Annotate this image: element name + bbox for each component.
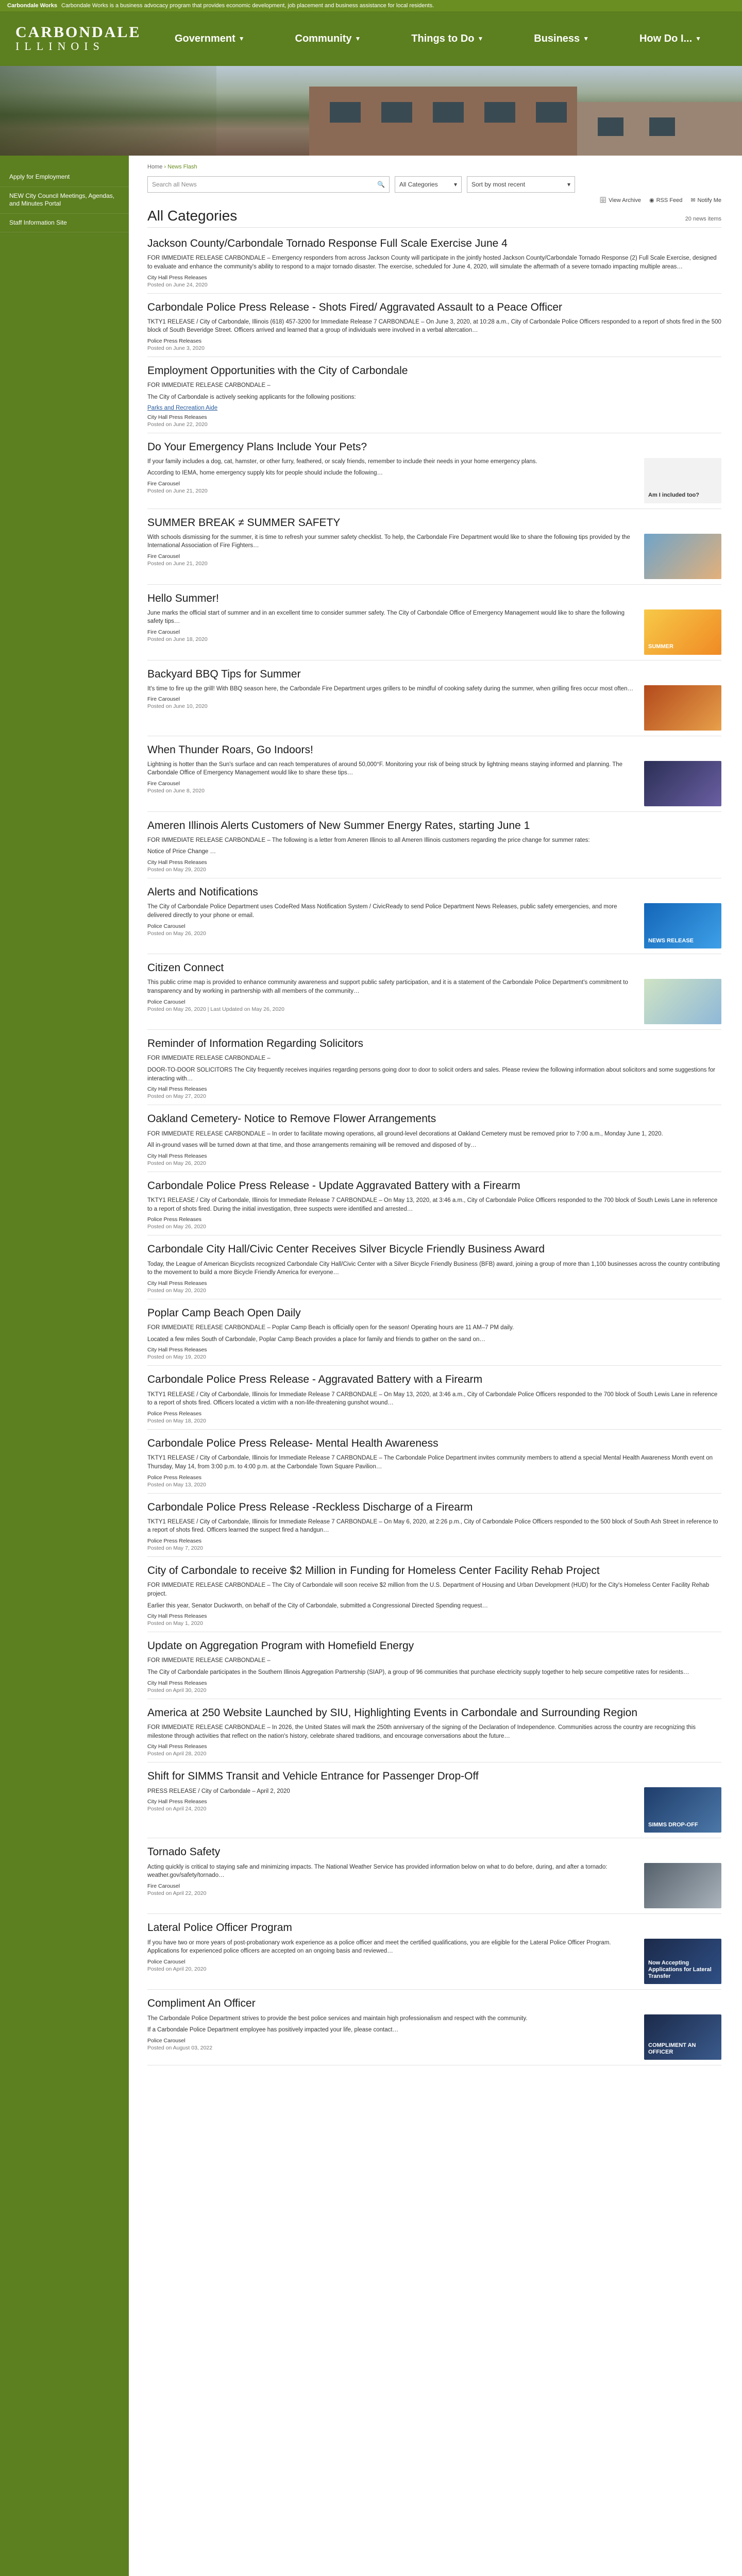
news-item-summary: If you have two or more years of post-probationary work experience as a police officer and meet the certified qualifications, you are eligible for the Lateral Police Officer Program. Applications for experienced police officers are accepted on an ongoing basis and reviewed… [147,1939,611,1955]
news-item-title[interactable]: America at 250 Website Launched by SIU, Highlighting Events in Carbondale and Surrounding Region [147,1706,638,1719]
news-item-thumbnail[interactable] [644,761,721,806]
news-item-thumbnail[interactable] [644,534,721,579]
news-item-summary: TKTY1 RELEASE / City of Carbondale, Illinois for Immediate Release 7 CARBONDALE – On May 13, 2020, at 3:46 a.m., City of Carbondale Police Officers responded to the 700 block of South Lewis Lane in reference to a report of shots fired. During the initial investigation, three suspects were identified and arrested… [147,1197,718,1212]
news-item-summary: FOR IMMEDIATE RELEASE CARBONDALE – [147,1055,271,1062]
news-item-category[interactable]: Fire Carousel [147,1883,180,1889]
search-controls [147,176,721,193]
news-item-meta [147,338,721,351]
news-item-body [147,1437,721,1488]
news-item-title[interactable]: Poplar Camp Beach Open Daily [147,1307,301,1319]
news-item-meta [147,629,635,642]
news-item-title[interactable]: Backyard BBQ Tips for Summer [147,668,301,680]
news-item-title[interactable]: Carbondale Police Press Release - Update Aggravated Battery with a Firearm [147,1179,520,1192]
news-item-date: Posted on June 18, 2020 [147,636,208,643]
news-item-thumbnail[interactable] [644,2014,721,2060]
news-item-meta [147,1959,635,1972]
news-item-meta [147,1799,635,1812]
news-item-summary: It's time to fire up the grill! With BBQ season here, the Carbondale Fire Department urges grillers to be mindful of cooking safety during the summer, when grilling fires occur most often… [147,685,634,692]
chevron-down-icon: ▼ [238,35,245,42]
news-item-summary: Lightning is hotter than the Sun's surface and can reach temperatures of around 50,000°F. Monitoring your risk of being struck by lightning means staying informed and planning. The Carbondale Office of Emergency Management would like to share these tips… [147,761,623,776]
notify-label: Notify Me [697,197,721,204]
nav-label: Things to Do [411,32,475,44]
news-item-body [147,364,721,428]
news-item-category[interactable]: City Hall Press Releases [147,414,207,420]
sidebar [0,156,129,2576]
news-item [147,1366,721,1430]
news-item-body [147,743,635,806]
news-item-summary: FOR IMMEDIATE RELEASE CARBONDALE – The following is a letter from Ameren Illinois to all Ameren Illinois customers regarding the price change for summer rates: [147,837,590,843]
news-item-title[interactable]: City of Carbondale to receive $2 Million in Funding for Homeless Center Facility Rehab Project [147,1565,600,1577]
news-item-title[interactable]: Carbondale Police Press Release -Reckless Discharge of a Firearm [147,1501,473,1513]
news-item [147,736,721,812]
news-item-thumbnail[interactable] [644,1939,721,1984]
news-item-date: Posted on April 30, 2020 [147,1687,207,1693]
chevron-down-icon: ▾ [453,181,457,188]
news-item-summary: TKTY1 RELEASE / City of Carbondale, Illinois for Immediate Release 7 CARBONDALE – The Carbondale Police Department invites community members to attend a special Mental Health Awareness Month event on Thursday, May 14, from 3:00 p.m. to 4:00 p.m. at the Carbondale Town Square Pavilion… [147,1455,713,1470]
logo-line1: CARBONDALE [15,23,141,41]
news-item-date: Posted on May 7, 2020 [147,1545,203,1552]
news-item-date: Posted on May 18, 2020 [147,1417,206,1424]
news-item-meta [147,1280,721,1294]
news-item-date: Posted on May 19, 2020 [147,1354,206,1361]
news-item-summary-2: If a Carbondale Police Department employee has positively impacted your life, please contact… [147,2027,399,2033]
news-item-category[interactable]: City Hall Press Releases [147,1799,207,1805]
news-item-date: Posted on May 27, 2020 [147,1093,206,1100]
news-item-date: Posted on May 1, 2020 [147,1620,203,1627]
news-item-meta [147,1153,721,1166]
news-item-meta [147,999,635,1012]
news-item-category[interactable]: Fire Carousel [147,481,180,487]
news-item-summary: FOR IMMEDIATE RELEASE CARBONDALE – [147,382,271,389]
news-item-meta [147,696,635,709]
news-item-body [147,1037,721,1099]
nav-government[interactable] [170,29,250,49]
news-tools [147,197,721,204]
news-item [147,1299,721,1366]
news-item-category[interactable]: City Hall Press Releases [147,1613,207,1620]
news-item-body [147,1501,721,1552]
news-item-date: Posted on June 3, 2020 [147,345,205,352]
news-item [147,1172,721,1236]
top-announcement-bar [0,0,742,11]
news-item-date: Posted on May 26, 2020 | Last Updated on May 26, 2020 [147,1006,284,1012]
nav-label: How Do I... [639,32,693,44]
news-item-summary-2: Earlier this year, Senator Duckworth, on behalf of the City of Carbondale, submitted a Congressional Directed Spending request… [147,1602,488,1609]
news-item-category[interactable]: Police Press Releases [147,1474,202,1481]
nav-things-to-do[interactable] [406,29,488,49]
news-item-date: Posted on June 21, 2020 [147,488,208,495]
category-select[interactable] [395,176,462,193]
search-icon[interactable]: 🔍 [377,181,385,188]
news-item-category[interactable]: Police Press Releases [147,1538,202,1545]
news-item-body [147,1307,721,1361]
page-title: All Categories [147,208,238,224]
nav-label: Community [295,32,352,44]
news-item [147,1838,721,1914]
news-item-summary: Today, the League of American Bicyclists recognized Carbondale City Hall/Civic Center with a Silver Bicycle Friendly Business (BFB) award, joining a group of more than 1,100 businesses across the country contributing to the movement to build a more Bicycle Friendly America for everyone… [147,1261,720,1276]
news-item-date: Posted on May 29, 2020 [147,867,206,873]
news-item-date: Posted on June 10, 2020 [147,703,208,710]
news-item [147,509,721,585]
news-item-body [147,301,721,352]
archive-label: View Archive [609,197,641,204]
news-item-body [147,1770,635,1833]
news-item-category[interactable]: Police Press Releases [147,338,202,345]
news-item-summary: FOR IMMEDIATE RELEASE CARBONDALE – Emergency responders from across Jackson County will participate in the jointly hosted Jackson County/Carbondale Tornado Response (2) Full Scale Exercise, designed to evaluate and enhance the community's ability to respond to a major tornado disaster. The exercise, scheduled for June 4, 2020, will simulate the aftermath of a severe tornado impacting multiple areas… [147,255,717,270]
news-item [147,1699,721,1763]
search-input[interactable] [147,176,390,193]
news-item-category[interactable]: City Hall Press Releases [147,274,207,281]
news-item-title[interactable]: Carbondale Police Press Release - Shots Fired/ Aggravated Assault to a Peace Officer [147,301,563,313]
news-item-summary: Acting quickly is critical to staying safe and minimizing impacts. The National Weather Service has provided information below on what to do before, during, and after a tornado: weather.gov/safety/tornado… [147,1863,608,1879]
news-item-body [147,1373,721,1424]
news-item [147,1914,721,1990]
news-item-thumbnail[interactable] [644,903,721,948]
news-item-meta [147,414,721,428]
news-item-date: Posted on May 13, 2020 [147,1481,206,1488]
chevron-down-icon: ▼ [583,35,589,42]
news-item [147,1030,721,1105]
news-item [147,1762,721,1838]
news-item-summary: The Carbondale Police Department strives to provide the best police services and maintain high professionalism and respect with the community. [147,2015,528,2022]
news-item-category[interactable]: City Hall Press Releases [147,1743,207,1750]
news-item-summary-2: The City of Carbondale is actively seeking applicants for the following positions: [147,394,356,400]
news-item-title[interactable]: Alerts and Notifications [147,886,258,899]
news-item-body [147,1706,721,1757]
sidebar-item-council-portal[interactable]: NEW City Council Meetings, Agendas, and Minutes Portal [0,187,129,214]
news-item-summary: The City of Carbondale Police Department uses CodeRed Mass Notification System / CivicReady to send Police Department News Releases, public safety emergencies, and more delivered directly to your phone or email. [147,904,617,919]
news-item-date: Posted on May 20, 2020 [147,1287,206,1294]
news-item-summary: FOR IMMEDIATE RELEASE CARBONDALE – [147,1657,271,1664]
chevron-down-icon: ▼ [695,35,702,42]
news-item-date: Posted on June 24, 2020 [147,281,208,288]
news-item-summary: June marks the official start of summer and in an excellent time to consider summer safety. The City of Carbondale Office of Emergency Management would like to share the following safety tips… [147,609,625,625]
news-count: 20 news items [685,216,721,222]
news-item-summary: FOR IMMEDIATE RELEASE CARBONDALE – In order to facilitate mowing operations, all ground-level decorations at Oakland Cemetery must be removed prior to 7:00 a.m., Monday June 1, 2020. [147,1130,663,1137]
news-item-body [147,961,635,1024]
news-item-title[interactable]: Shift for SIMMS Transit and Vehicle Entrance for Passenger Drop-Off [147,1770,479,1783]
news-item-title[interactable]: Citizen Connect [147,962,224,974]
nav-community[interactable] [290,29,366,49]
chevron-down-icon: ▼ [477,35,484,42]
news-item-meta [147,1347,721,1360]
news-item-category[interactable]: Police Press Releases [147,1410,202,1417]
news-item-summary-2: Notice of Price Change … [147,849,216,855]
news-item-title[interactable]: Do Your Emergency Plans Include Your Pets? [147,440,367,453]
news-item-meta [147,1743,721,1757]
news-item-category[interactable]: Fire Carousel [147,696,180,703]
news-item-date: Posted on April 22, 2020 [147,1890,207,1896]
news-item [147,585,721,660]
news-item-category[interactable]: Police Carousel [147,1958,185,1965]
rss-label: RSS Feed [656,197,683,204]
news-item-meta [147,553,635,567]
news-item-meta [147,1680,721,1693]
chevron-down-icon: ▼ [355,35,361,42]
news-item-body [147,819,721,873]
news-item [147,1990,721,2065]
news-item-meta [147,481,635,494]
news-item-body [147,1845,635,1908]
news-item-category[interactable]: Police Carousel [147,2037,185,2044]
news-item-category[interactable]: City Hall Press Releases [147,1280,207,1286]
news-item-thumbnail[interactable] [644,979,721,1024]
news-item-body [147,1243,721,1294]
news-item-body [147,886,635,948]
news-item-summary: With schools dismissing for the summer, it is time to refresh your summer safety checklist. To help, the Carbondale Fire Department would like to share the following tips provided by the International Association of Fire Fighters… [147,534,630,549]
news-item-date: Posted on May 26, 2020 [147,930,206,937]
news-item-title[interactable]: Reminder of Information Regarding Solicitors [147,1038,364,1050]
news-item-category[interactable]: City Hall Press Releases [147,1347,207,1353]
main-content [129,156,742,2576]
news-item-title[interactable]: Carbondale Police Press Release - Aggravated Battery with a Firearm [147,1374,483,1386]
news-item-date: Posted on April 24, 2020 [147,1806,207,1812]
rss-icon: ◉ [649,197,654,204]
news-item-date: Posted on May 26, 2020 [147,1160,206,1166]
news-item-thumbnail[interactable] [644,1787,721,1833]
news-item [147,230,721,294]
news-item-summary-2: The City of Carbondale participates in the Southern Illinois Aggregation Partnership (SIAP), a group of 96 communities that purchase electricity supply together to help secure competitive rates for residents… [147,1669,689,1676]
news-item [147,1105,721,1172]
thumbnail-caption: SUMMER [648,643,673,650]
news-item-meta [147,1883,635,1896]
nav-label: Business [534,32,580,44]
news-item-date: Posted on June 22, 2020 [147,421,208,428]
news-item-body [147,440,635,503]
search-placeholder: Search all News [152,181,197,188]
category-header [147,208,721,228]
category-select-value: All Categories [399,181,438,188]
topbar-title[interactable]: Carbondale Works [7,3,57,9]
news-item-body [147,1179,721,1230]
news-item-meta [147,781,635,794]
archive-icon: 🗄 [599,197,607,204]
news-item-summary: FOR IMMEDIATE RELEASE CARBONDALE – The City of Carbondale will soon receive $2 million from the U.S. Department of Housing and Urban Development (HUD) for the City's Homeless Center Facility Rehab project. [147,1582,710,1597]
news-item-thumbnail[interactable] [644,1863,721,1908]
news-item [147,433,721,509]
topbar-text: Carbondale Works is a business advocacy program that provides economic development, job placement and business assistance for local residents. [61,3,434,9]
rss-feed-link[interactable] [649,197,682,204]
news-item-title[interactable]: When Thunder Roars, Go Indoors! [147,743,313,756]
news-item-body [147,668,635,731]
news-item-summary: TKTY1 RELEASE / City of Carbondale, Illinois for Immediate Release 7 CARBONDALE – On May 6, 2020, at 2:26 p.m., City of Carbondale Police Officers responded to the 500 block of South Ash Street in reference to a report of shots fired. Officers learned the suspect fired a handgun… [147,1518,718,1534]
news-item-summary-2: According to IEMA, home emergency supply kits for people should include the following… [147,470,383,477]
news-item-category[interactable]: Fire Carousel [147,553,180,560]
news-item-category[interactable]: Police Carousel [147,998,185,1005]
sidebar-item-apply-employment[interactable]: Apply for Employment [0,168,129,187]
news-item-meta [147,2038,635,2051]
news-item [147,954,721,1030]
news-item-body [147,237,721,288]
news-item-body [147,1921,635,1984]
news-item-category[interactable]: City Hall Press Releases [147,1086,207,1093]
news-item-title[interactable]: Hello Summer! [147,592,219,604]
news-item-summary: TKTY1 RELEASE / City of Carbondale, Illinois for Immediate Release 7 CARBONDALE – On May 13, 2020, at 3:46 a.m., City of Carbondale Police Officers responded to the 700 block of South Lewis Lane in reference to a report of shots fired. Officers located a victim with a non-life-threatening gunshot wound… [147,1391,718,1406]
breadcrumb-current: News Flash [167,164,197,170]
news-item-thumbnail[interactable] [644,609,721,655]
news-item-category[interactable]: City Hall Press Releases [147,859,207,866]
news-item-date: Posted on May 26, 2020 [147,1224,206,1230]
news-item-body [147,1997,635,2060]
nav-label: Government [174,32,235,44]
news-item [147,878,721,954]
news-item [147,812,721,879]
news-item-title[interactable]: Update on Aggregation Program with Homefield Energy [147,1640,414,1652]
news-item-title[interactable]: Carbondale City Hall/Civic Center Receives Silver Bicycle Friendly Business Award [147,1243,545,1256]
news-item-summary-2: All in-ground vases will be turned down at that time, and those arrangements remaining will be removed and disposed of by… [147,1142,477,1149]
news-item [147,1632,721,1699]
notify-me-link[interactable] [690,197,721,204]
news-item-category[interactable]: Fire Carousel [147,629,180,636]
news-item-title[interactable]: Carbondale Police Press Release- Mental Health Awareness [147,1437,439,1449]
news-item-body [147,1112,721,1166]
thumbnail-caption: Now Accepting Applications for Lateral Transfer [648,1959,712,1980]
sidebar-item-staff-info[interactable]: Staff Information Site [0,214,129,233]
news-item-title[interactable]: Jackson County/Carbondale Tornado Response Full Scale Exercise June 4 [147,238,508,249]
news-item-meta [147,275,721,288]
news-item [147,660,721,736]
news-item-title[interactable]: Lateral Police Officer Program [147,1922,292,1934]
news-item-summary: PRESS RELEASE / City of Carbondale – April 2, 2020 [147,1788,290,1794]
news-item-title[interactable]: Compliment An Officer [147,1997,256,2010]
news-item-meta [147,1613,721,1626]
news-item-date: Posted on April 28, 2020 [147,1751,207,1757]
news-item-title[interactable]: Ameren Illinois Alerts Customers of New Summer Energy Rates, starting June 1 [147,819,530,832]
news-item-meta [147,1475,721,1488]
nav-business[interactable] [529,29,594,49]
news-item-title[interactable]: Oakland Cemetery- Notice to Remove Flower Arrangements [147,1113,436,1125]
news-item-meta [147,1216,721,1230]
breadcrumb-separator: › [162,164,168,170]
news-item [147,1235,721,1299]
news-item [147,357,721,433]
site-header [0,11,742,66]
main-nav [149,29,727,49]
news-item-thumbnail[interactable] [644,458,721,503]
thumbnail-caption: SIMMS DROP-OFF [648,1822,698,1828]
news-item-body [147,592,635,655]
sort-select[interactable] [467,176,575,193]
news-item [147,1494,721,1557]
nav-how-do-i[interactable] [634,29,706,49]
breadcrumb-home[interactable]: Home [147,164,163,170]
view-archive-link[interactable] [599,197,641,204]
news-item-summary: FOR IMMEDIATE RELEASE CARBONDALE – In 2026, the United States will mark the 250th anniversary of the signing of the Declaration of Independence. Communities across the country are recognizing this milestone through activities that reflect on the nation's history, celebrate shared traditions, and encourage conversations about the future… [147,1724,696,1739]
news-item-category[interactable]: Police Carousel [147,923,185,929]
news-list [147,230,721,2065]
news-item-summary: If your family includes a dog, cat, hamster, or other furry, feathered, or scaly friends, remember to include their needs in your home emergency plans. [147,458,537,465]
news-item-summary: TKTY1 RELEASE / City of Carbondale, Illinois (618) 457-3200 for Immediate Release 7 CARBONDALE – On June 3, 2020, at 10:28 a.m., City of Carbondale Police Officers responded to a report of shots fired in the 500 block of South Beveridge Street. Officers arrived and learned that a group of individuals were involved in a verbal altercation… [147,318,721,334]
news-item-meta [147,1411,721,1424]
news-item-title[interactable]: Employment Opportunities with the City of Carbondale [147,365,408,377]
news-item-meta [147,1086,721,1099]
logo-line2: ILLINOIS [15,39,105,53]
news-item-title[interactable]: Tornado Safety [147,1846,221,1858]
news-item-category[interactable]: Fire Carousel [147,781,180,787]
thumbnail-caption: NEWS RELEASE [648,937,694,944]
news-item [147,294,721,358]
site-logo[interactable] [15,25,149,53]
news-item [147,1430,721,1494]
news-item-date: Posted on June 21, 2020 [147,561,208,567]
news-item [147,1557,721,1632]
hero-banner-image [0,66,742,156]
news-item-date: Posted on August 03, 2022 [147,2044,213,2051]
news-item-category[interactable]: City Hall Press Releases [147,1680,207,1686]
news-item-body [147,516,635,579]
news-item-meta [147,1538,721,1551]
news-item-thumbnail[interactable] [644,685,721,731]
news-item-date: Posted on April 20, 2020 [147,1965,207,1972]
chevron-down-icon: ▾ [567,181,570,188]
news-item-date: Posted on June 8, 2020 [147,788,205,794]
news-item-body [147,1564,721,1626]
news-item-summary: This public crime map is provided to enhance community awareness and support public safety participation, and it is a statement of the Carbondale Police Department's commitment to transparency and by working in partnership with all members of the community… [147,979,628,994]
news-item-category[interactable]: Police Press Releases [147,1216,202,1223]
envelope-icon: ✉ [690,197,696,204]
news-item-body [147,1639,721,1693]
news-item-category[interactable]: City Hall Press Releases [147,1153,207,1159]
breadcrumb [147,164,721,170]
news-item-link[interactable]: Parks and Recreation Aide [147,404,218,411]
news-item-meta [147,859,721,873]
news-item-summary-2: Located a few miles South of Carbondale, Poplar Camp Beach provides a place for family and friends to gather on the sand on… [147,1336,485,1343]
thumbnail-caption: COMPLIMENT AN OFFICER [648,2042,696,2056]
news-item-summary: FOR IMMEDIATE RELEASE CARBONDALE – Poplar Camp Beach is officially open for the season! Operating hours are 11 AM–7 PM daily. [147,1325,514,1331]
sort-select-value: Sort by most recent [471,181,526,188]
news-item-meta [147,923,635,937]
news-item-title[interactable]: SUMMER BREAK ≠ SUMMER SAFETY [147,516,341,529]
thumbnail-caption: Am I included too? [648,492,699,499]
news-item-summary-2: DOOR-TO-DOOR SOLICITORS The City frequently receives inquiries regarding persons going door to door to solicit orders and sales. Please review the following information about solicitors and some suggestions for interacting with… [147,1066,715,1082]
